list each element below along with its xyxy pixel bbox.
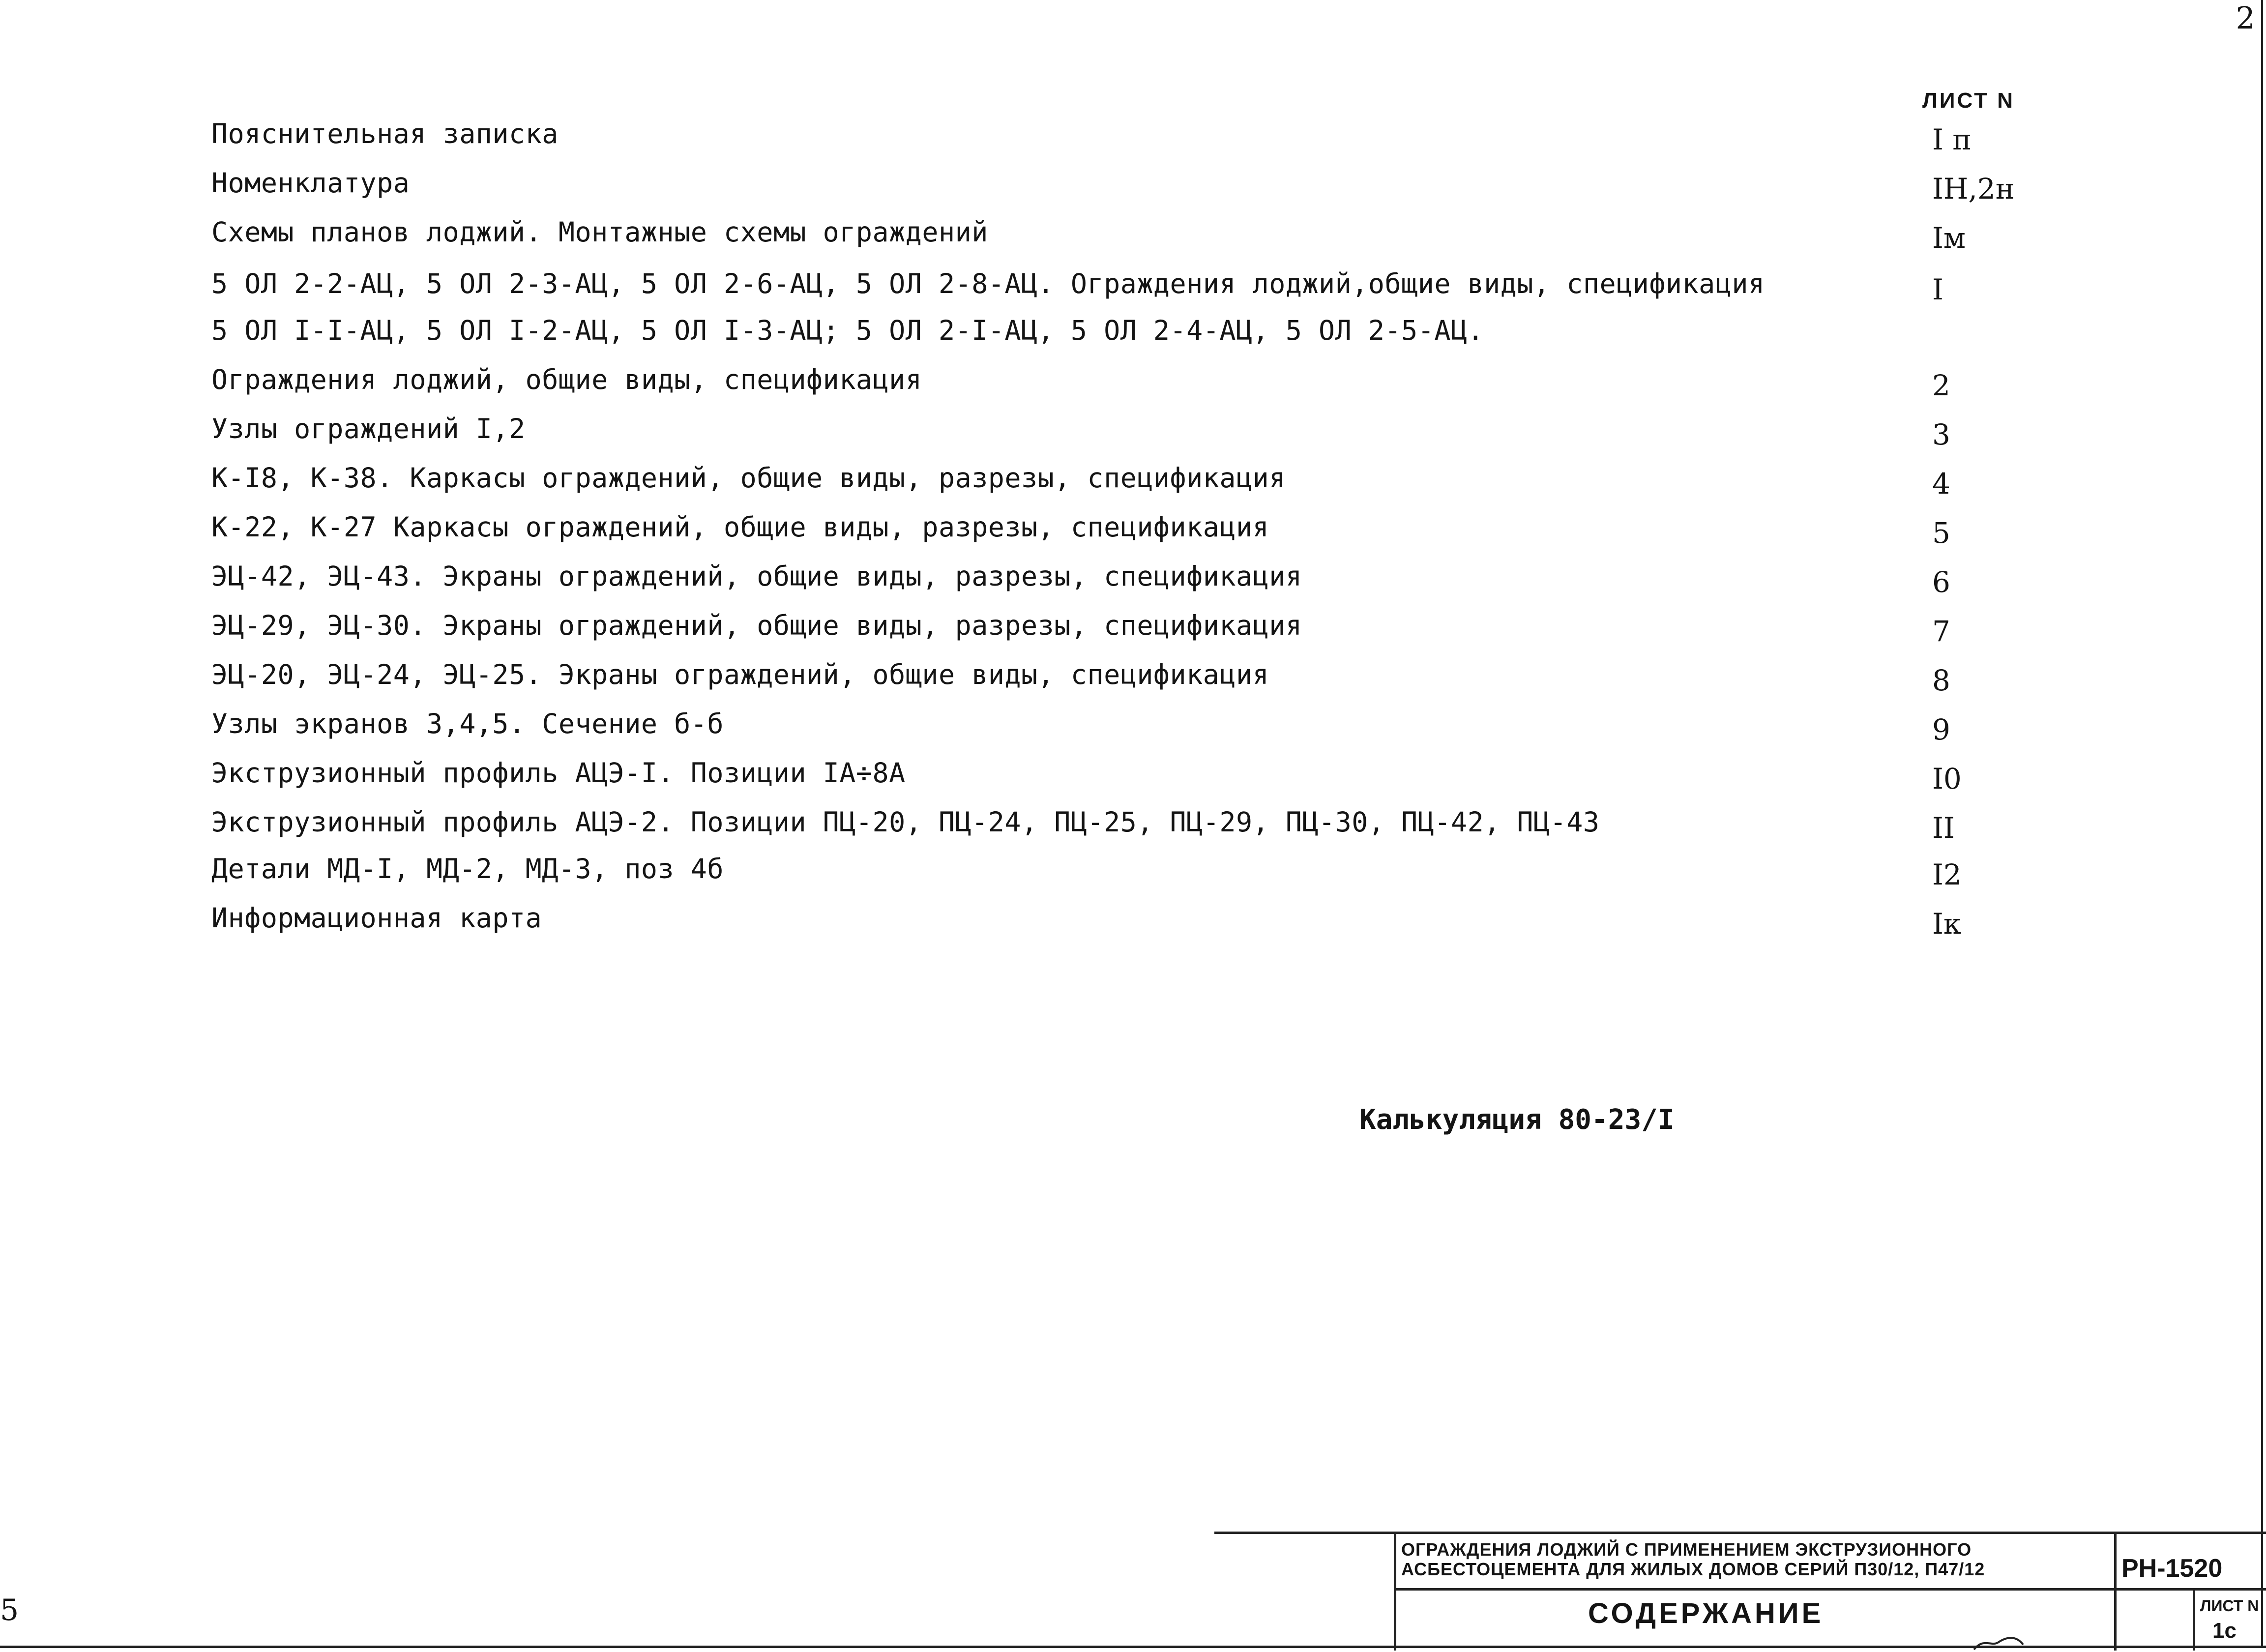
calculation-reference: Калькуляция 80-23/I — [1359, 1104, 1675, 1136]
frame-right-border — [2261, 0, 2263, 1648]
toc-row — [211, 118, 2040, 157]
toc-title: 5 ОЛ 2-2-АЦ, 5 ОЛ 2-3-АЦ, 5 ОЛ 2-6-АЦ, 5 ОЛ 2-8-АЦ. Ограждения лоджий,общие виды, спецификация — [211, 268, 1765, 299]
toc-title: ЭЦ-42, ЭЦ-43. Экраны ограждений, общие виды, разрезы, спецификация — [211, 560, 1302, 592]
title-block-divider — [1394, 1534, 1396, 1651]
toc-sheet-number: I2 — [1932, 858, 1962, 891]
toc-row — [211, 315, 2040, 354]
toc-row — [211, 216, 2040, 256]
toc-row — [211, 413, 2040, 452]
sheet-column-header: ЛИСТ N — [1922, 88, 2015, 113]
toc-row — [211, 511, 2040, 551]
toc-row — [211, 853, 2040, 892]
binding-mark: 5 — [0, 1593, 19, 1627]
title-block-code: РН-1520 — [2121, 1554, 2223, 1583]
toc-sheet-number: I п — [1932, 123, 1972, 156]
toc-sheet-number: IН,2н — [1932, 172, 2015, 206]
title-block-sheet-value: 1с — [2212, 1619, 2237, 1643]
toc-sheet-number: 9 — [1932, 713, 1950, 746]
signature-mark — [1972, 1632, 2026, 1652]
toc-sheet-number: 6 — [1932, 565, 1950, 599]
toc-title: Схемы планов лоджий. Монтажные схемы ограждений — [211, 216, 988, 248]
toc-row — [211, 364, 2040, 403]
toc-title: Экструзионный профиль АЦЭ-2. Позиции ПЦ-20, ПЦ-24, ПЦ-25, ПЦ-29, ПЦ-30, ПЦ-42, ПЦ-43 — [211, 806, 1600, 838]
page-number: 2 — [2236, 0, 2255, 36]
title-block — [1214, 1532, 2266, 1648]
toc-row — [211, 806, 2040, 846]
toc-title: ЭЦ-29, ЭЦ-30. Экраны ограждений, общие виды, разрезы, спецификация — [211, 610, 1302, 641]
toc-sheet-number: 7 — [1932, 615, 1950, 648]
toc-title: 5 ОЛ I-I-АЦ, 5 ОЛ I-2-АЦ, 5 ОЛ I-3-АЦ; 5 ОЛ 2-I-АЦ, 5 ОЛ 2-4-АЦ, 5 ОЛ 2-5-АЦ. — [211, 315, 1484, 346]
toc-row — [211, 757, 2040, 796]
title-block-sheet-label: ЛИСТ N — [2200, 1597, 2259, 1615]
toc-title: Информационная карта — [211, 902, 542, 934]
toc-row — [211, 610, 2040, 649]
title-block-name — [1401, 1539, 1985, 1579]
toc-title: К-22, К-27 Каркасы ограждений, общие виды, разрезы, спецификация — [211, 511, 1269, 543]
toc-sheet-number: I0 — [1932, 762, 1962, 796]
toc-sheet-number: 4 — [1932, 467, 1950, 501]
title-block-name-line1: ОГРАЖДЕНИЯ ЛОДЖИЙ С ПРИМЕНЕНИЕМ ЭКСТРУЗИОННОГО — [1401, 1539, 1972, 1560]
toc-sheet-number: Iм — [1932, 221, 1966, 255]
toc-title: Пояснительная записка — [211, 118, 559, 149]
toc-title: Узлы экранов 3,4,5. Сечение б-б — [211, 708, 724, 739]
toc-row — [211, 268, 2040, 307]
title-block-divider — [1394, 1588, 2266, 1591]
toc-title: Ограждения лоджий, общие виды, спецификация — [211, 364, 922, 395]
title-block-title: СОДЕРЖАНИЕ — [1588, 1597, 1824, 1629]
title-block-divider — [2193, 1591, 2195, 1651]
toc-title: Детали МД-I, МД-2, МД-3, поз 4б — [211, 853, 724, 885]
toc-row — [211, 462, 2040, 502]
toc-row — [211, 902, 2040, 942]
toc-sheet-number: 5 — [1932, 516, 1950, 550]
toc-title: Узлы ограждений I,2 — [211, 413, 526, 444]
title-block-divider — [2114, 1534, 2117, 1651]
toc-row — [211, 708, 2040, 747]
toc-title: Номенклатура — [211, 167, 410, 199]
toc-row — [211, 167, 2040, 206]
toc-sheet-number: Iк — [1932, 907, 1962, 941]
toc-sheet-number: II — [1932, 811, 1955, 845]
toc-title: Экструзионный профиль АЦЭ-I. Позиции IА÷8А — [211, 757, 906, 789]
toc-row — [211, 560, 2040, 600]
toc-sheet-number: I — [1932, 273, 1943, 306]
toc-row — [211, 659, 2040, 698]
toc-title: К-I8, К-38. Каркасы ограждений, общие виды, разрезы, спецификация — [211, 462, 1286, 494]
toc-sheet-number: 3 — [1932, 418, 1950, 451]
title-block-name-line2: АСБЕСТОЦЕМЕНТА ДЛЯ ЖИЛЫХ ДОМОВ СЕРИЙ П30/12, П47/12 — [1401, 1559, 1985, 1579]
toc-sheet-number: 2 — [1932, 369, 1950, 402]
toc-title: ЭЦ-20, ЭЦ-24, ЭЦ-25. Экраны ограждений, общие виды, спецификация — [211, 659, 1269, 690]
toc-sheet-number: 8 — [1932, 664, 1950, 697]
